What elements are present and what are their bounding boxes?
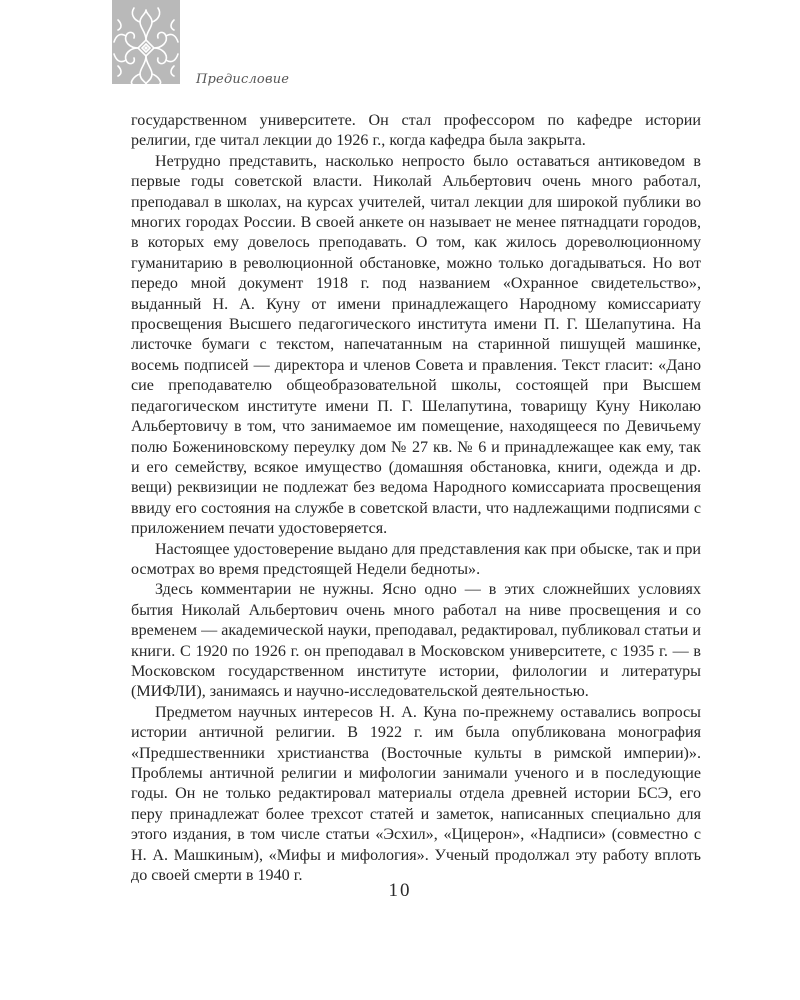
page-number: 10 bbox=[388, 880, 412, 901]
section-title: Предисловие bbox=[196, 72, 290, 87]
paragraph: Настоящее удостоверение выдано для представления как при обыске, так и при осмотрах во время предстоящей Недели бедноты». bbox=[131, 540, 701, 578]
paragraph: Нетрудно представить, насколько непросто было оставаться антиковедом в первые годы советской власти. Николай Альбертович очень много работал, преподавал в школах, на курсах учителей, читал лекции для широкой публики во многих городах России. В своей анкете он называет не менее пятнадцати городов, в которых ему довелось преподавать. О том, как жилось дореволюционному гуманитарию в революционной обстановке, можно только догадываться. Но вот передо мной документ 1918 г. под названием «Охранное свидетельство», выданный Н. А. Куну от имени принадлежащего Народному комиссариату просвещения Высшего педагогического института имени П. Г. Шелапутина. На листочке бумаги с текстом, напечатанным на старинной пишущей машинке, восемь подписей — директора и членов Совета и правления. Текст гласит: «Дано сие преподавателю общеобразовательной школы, состоящей при Высшем педагогическом институте имени П. Г. Шелапутина, товарищу Куну Николаю Альбертовичу в том, что занимаемое им помещение, находящееся по Девичьему полю Боженинoвскому переулку дом № 27 кв. № 6 и принадлежащее как ему, так и его семейству, всякое имущество (домашняя обстановка, книги, одежда и др. вещи) реквизиции не подлежат без ведома Народного комиссариата просвещения ввиду его состояния на службе в советской власти, что надлежащими подписями с приложением печати удостоверяется. bbox=[131, 152, 701, 538]
paragraph: Предметом научных интересов Н. А. Куна по-прежнему оставались вопросы истории античной религии. В 1922 г. им была опубликована монография «Предшественники христианства (Восточные культы в римской империи)». Проблемы античной религии и мифологии занимали ученого и в последующие годы. Он не только редактировал материалы отдела древней истории БСЭ, его перу принадлежат более трехсот статей и заметок, написанных специально для этого издания, в том числе статьи «Эсхил», «Цицерон», «Надписи» (совместно с Н. А. Машкиным), «Мифы и мифология». Ученый продолжал эту работу вплоть до своей смерти в 1940 г. bbox=[131, 703, 701, 885]
paragraph: государственном университете. Он стал профессором по кафедре истории религии, где читал лекции до 1926 г., когда кафедра была закрыта. bbox=[131, 112, 701, 150]
body-text bbox=[131, 111, 701, 886]
ornament-icon bbox=[112, 0, 180, 84]
paragraph: Здесь комментарии не нужны. Ясно одно — в этих сложнейших условиях бытия Николай Альбертович очень много работал на ниве просвещения и со временем — академической науки, преподавал, редактировал, публиковал статьи и книги. С 1920 по 1926 г. он преподавал в Московском университете, с 1935 г. — в Московском государственном институте истории, филологии и литературы (МИФЛИ), занимаясь и научно-исследовательской деятельностью. bbox=[131, 581, 701, 701]
ornament-block bbox=[112, 0, 180, 84]
